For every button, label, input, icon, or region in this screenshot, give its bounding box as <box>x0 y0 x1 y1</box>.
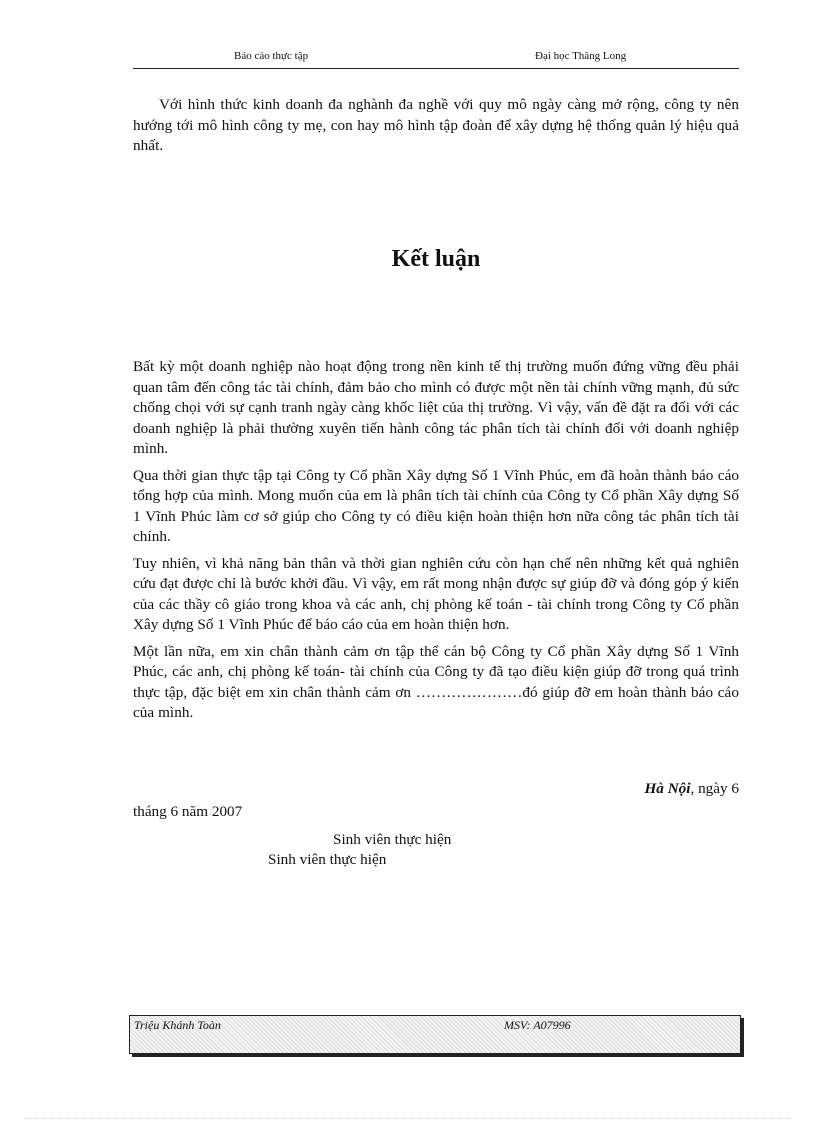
footer-student-id: MSV: A07996 <box>504 1018 571 1032</box>
conclusion-paragraph-3: Tuy nhiên, vì khả năng bản thân và thời gian nghiên cứu còn hạn chế nên những kết quả nghiên cứu đạt được chỉ là bước khởi đầu. Vì vậy, em rất mong nhận được sự giúp đỡ và đóng góp ý kiến của các thầy cô giáo trong khoa và các anh, chị phòng kế toán - tài chính trong Công ty Cổ phần Xây dựng Số 1 Vĩnh Phúc để báo cáo của em hoàn thiện hơn. <box>133 554 739 633</box>
conclusion-paragraph-4: Một lần nữa, em xin chân thành cảm ơn tập thể cán bộ Công ty Cổ phần Xây dựng Số 1 Vĩnh Phúc, các anh, chị phòng kế toán- tài chính của Công ty đã tạo điều kiện giúp đỡ trong quá trình thực tập, đặc biệt em xin chân thành cảm ơn …………………đó giúp đỡ em hoàn thành báo cáo của mình. <box>133 642 739 721</box>
date-month-year: tháng 6 năm 2007 <box>133 803 243 820</box>
place-name: Hà Nội <box>644 780 691 797</box>
conclusion-body <box>133 357 739 730</box>
page-header <box>133 48 739 69</box>
intro-paragraph: Với hình thức kinh doanh đa nghành đa nghề với quy mô ngày càng mở rộng, công ty nên hướng tới mô hình công ty mẹ, con hay mô hình tập đoàn để xây dựng hệ thống quản lý hiệu quả nhất. <box>133 96 739 154</box>
place-date-line <box>133 780 739 798</box>
header-university: Đại học Thăng Long <box>535 50 627 62</box>
header-report-title: Báo cáo thực tập <box>234 50 309 62</box>
conclusion-paragraph-1: Bất kỳ một doanh nghiệp nào hoạt động trong nền kinh tế thị trường muốn đứng vững đều phải quan tâm đến công tác tài chính, đảm bảo cho mình có được một nền tài chính vững mạnh, đủ sức chống chọi với sự cạnh tranh ngày càng khốc liệt của thị trường. Vì vậy, vấn đề đặt ra đối với các doanh nghiệp là phải thường xuyên tiến hành công tác phân tích tài chính đối với doanh nghiệp mình. <box>133 358 739 457</box>
signer-label-1: Sinh viên thực hiện <box>333 831 452 848</box>
date-day: , ngày 6 <box>690 780 739 797</box>
page-bottom-divider <box>25 1118 791 1119</box>
page-footer <box>129 1015 741 1054</box>
signer-label-2: Sinh viên thực hiện <box>268 851 387 868</box>
footer-student-name: Triệu Khánh Toàn <box>134 1018 221 1032</box>
section-heading: Kết luận <box>391 246 481 272</box>
conclusion-paragraph-2: Qua thời gian thực tập tại Công ty Cổ phần Xây dựng Số 1 Vĩnh Phúc, em đã hoàn thành báo cáo tổng hợp của mình. Mong muốn của em là phân tích tài chính của Công ty Cổ phần Xây dựng Số 1 Vĩnh Phúc làm cơ sở giúp cho Công ty có điều kiện hoàn thiện hơn nữa công tác phân tích tài chính. <box>133 466 739 545</box>
